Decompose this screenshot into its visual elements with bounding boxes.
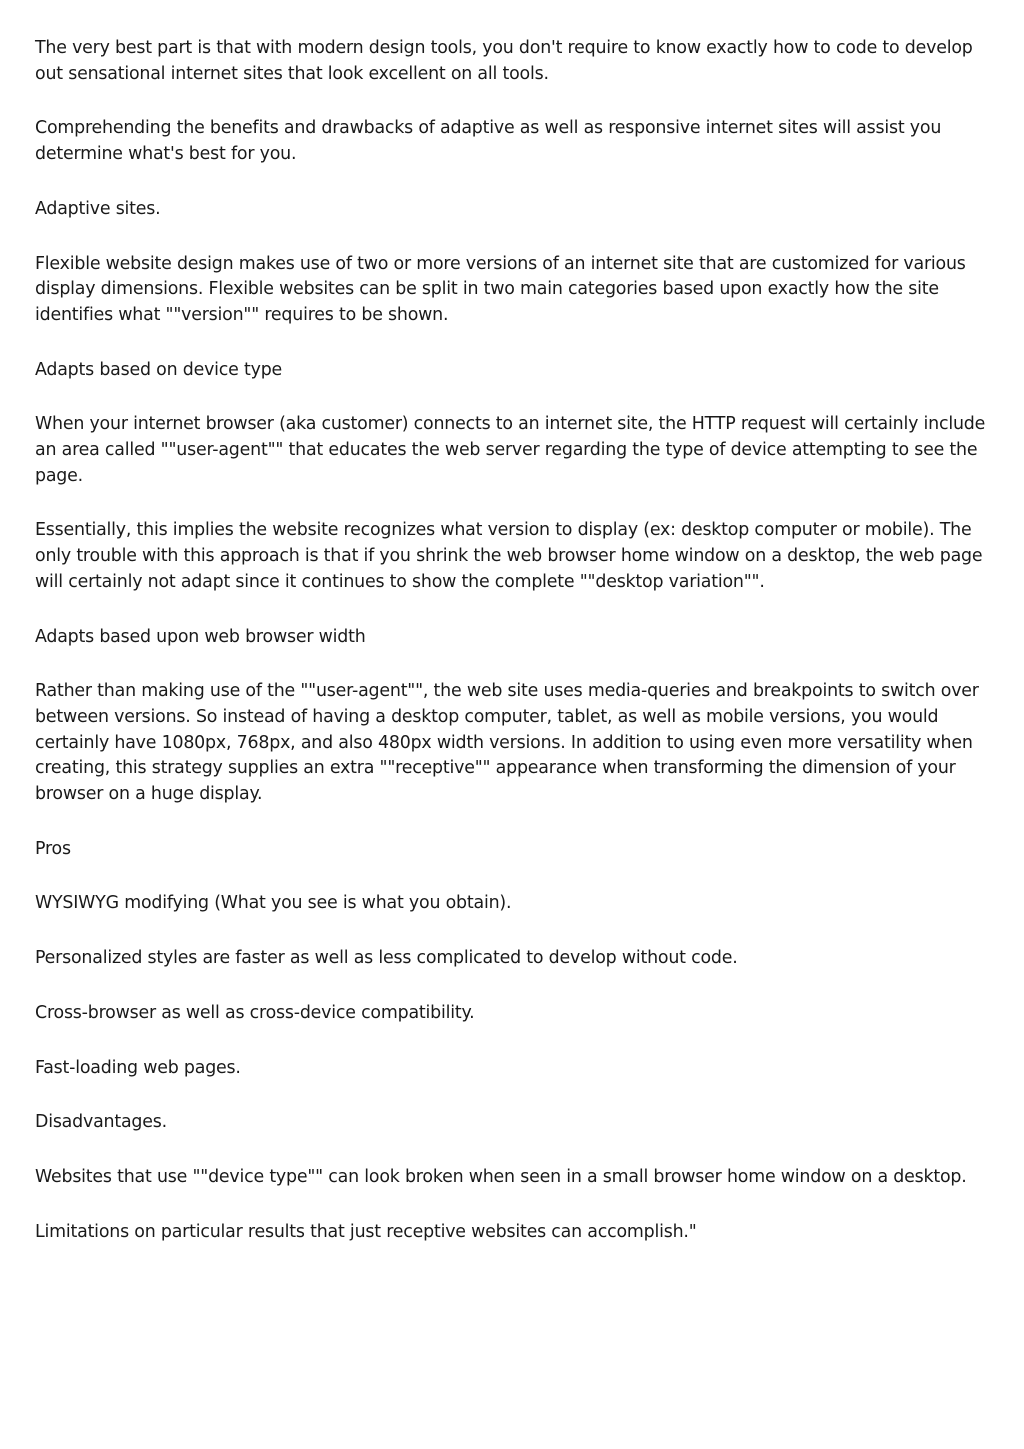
paragraph-user-agent: When your internet browser (aka customer) connects to an internet site, the HTTP request will certainly include an area called ""user-agent"" that educates the web server regarding the type of device attempting to see the page.	[35, 414, 986, 486]
list-item-compatibility: Cross-browser as well as cross-device compatibility.	[35, 1002, 475, 1023]
list-item-personalized-styles: Personalized styles are faster as well as less complicated to develop without code.	[35, 948, 738, 969]
paragraph-benefits-drawbacks: Comprehending the benefits and drawbacks of adaptive as well as responsive internet sites will assist you determine what's best for you.	[35, 118, 942, 165]
list-item-fast-loading: Fast-loading web pages.	[35, 1057, 241, 1078]
list-item-broken-look: Websites that use ""device type"" can look broken when seen in a small browser home window on a desktop.	[35, 1166, 967, 1187]
heading-browser-width: Adapts based upon web browser width	[35, 626, 366, 647]
list-item-wysiwyg: WYSIWYG modifying (What you see is what you obtain).	[35, 893, 512, 914]
heading-adaptive-sites: Adaptive sites.	[35, 198, 161, 219]
list-item-limitations: Limitations on particular results that just receptive websites can accomplish."	[35, 1221, 697, 1242]
paragraph-media-queries: Rather than making use of the ""user-agent"", the web site uses media-queries and breakpoints to switch over between versions. So instead of having a desktop computer, tablet, as well as mobile versions, you would certainly have 1080px, 768px, and also 480px width versions. In addition to using even more versatility when creating, this strategy supplies an extra ""receptive"" appearance when transforming the dimension of your browser on a huge display.	[35, 681, 979, 805]
heading-pros: Pros	[35, 838, 71, 859]
paragraph-design-tools: The very best part is that with modern design tools, you don't require to know exactly how to code to develop out sensational internet sites that look excellent on all tools.	[35, 38, 973, 84]
document-body	[35, 36, 995, 1274]
paragraph-desktop-variation: Essentially, this implies the website recognizes what version to display (ex: desktop computer or mobile). The only trouble with this approach is that if you shrink the web browser home window on a desktop, the web page will certainly not adapt since it continues to show the complete ""desktop variation"".	[35, 520, 983, 592]
heading-disadvantages: Disadvantages.	[35, 1112, 167, 1133]
heading-device-type: Adapts based on device type	[35, 359, 283, 380]
paragraph-flexible-design: Flexible website design makes use of two or more versions of an internet site that are customized for various display dimensions. Flexible websites can be split in two main categories based upon exactly how the site identifies what ""version"" requires to be shown.	[35, 253, 966, 325]
